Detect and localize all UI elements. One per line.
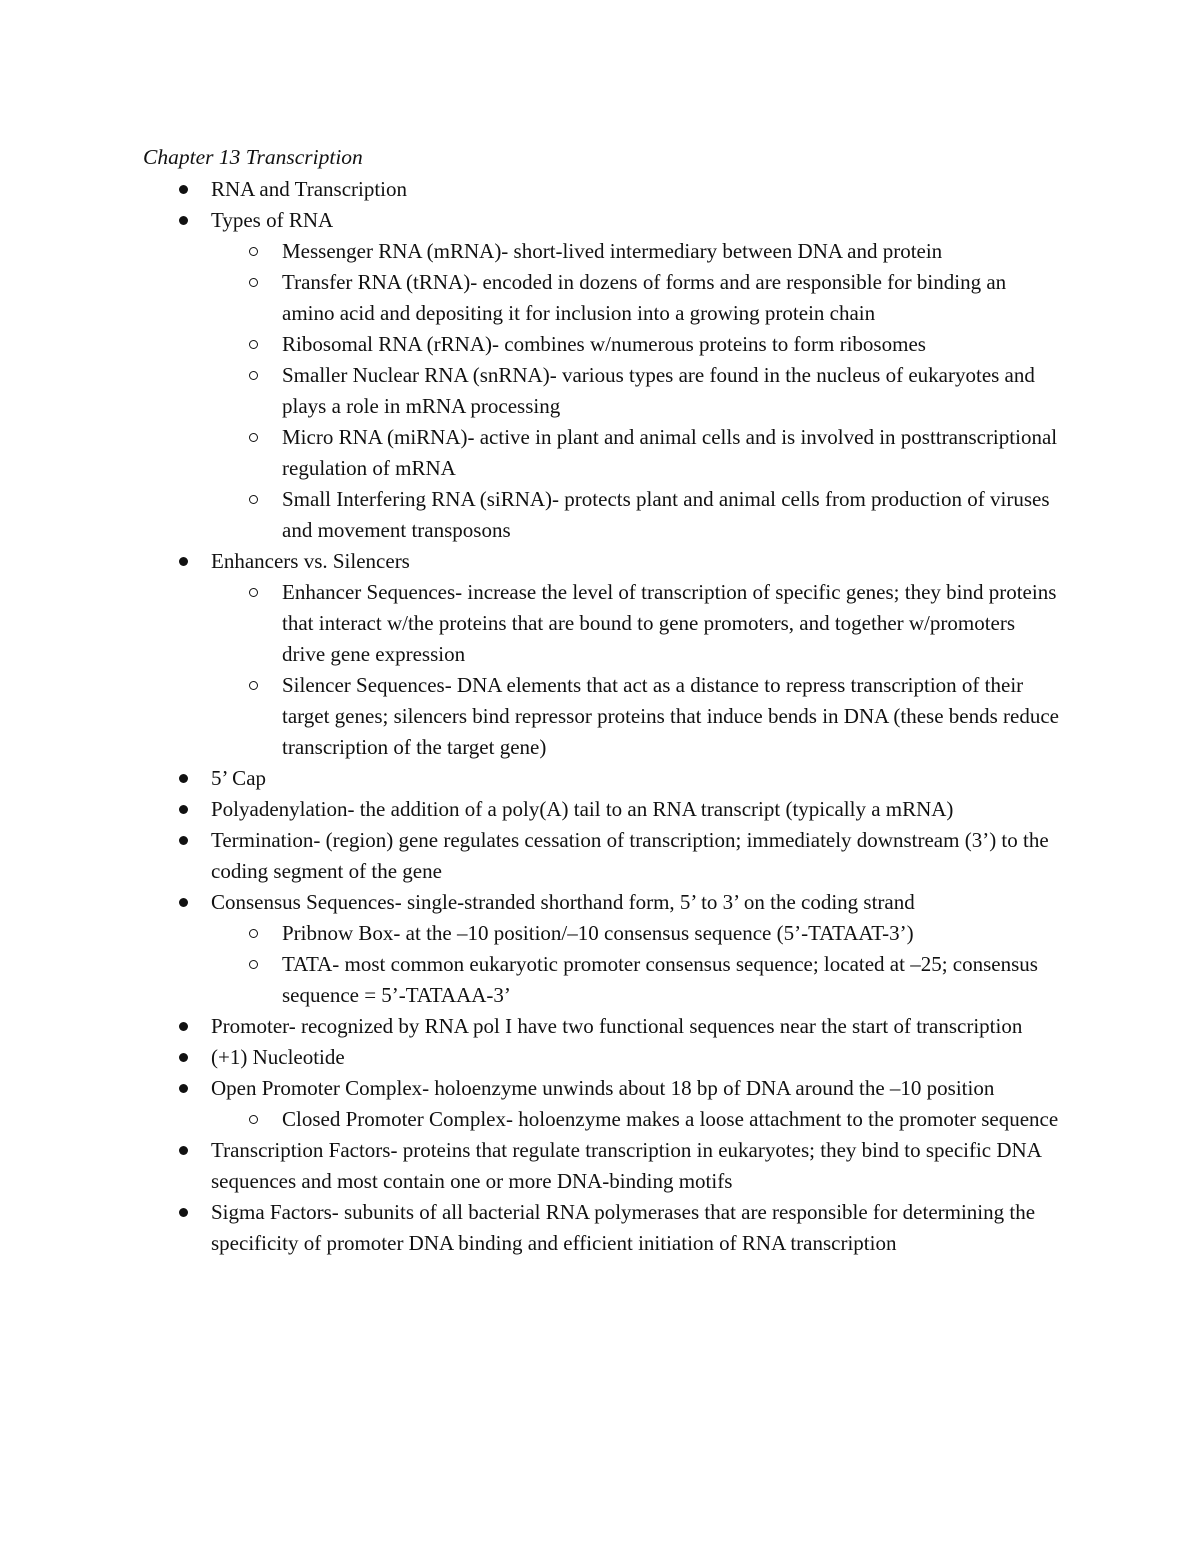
list-item [0,205,1061,236]
list-item [0,918,1062,949]
list-item [0,546,1061,577]
list-item [0,1135,1061,1197]
list-item [0,577,1062,670]
bullet-circle-icon [249,360,258,391]
bullet-circle-icon [249,236,258,267]
bullet-disc-icon [179,1135,188,1166]
list-item-text: Small Interfering RNA (siRNA)- protects plant and animal cells from production of viruses and movement transposons [282,487,1050,542]
list-item-text: RNA and Transcription [211,177,408,201]
list-item-text: Types of RNA [211,208,334,232]
notes-outline [0,174,1200,1259]
bullet-disc-icon [179,205,188,236]
list-item [0,1042,1061,1073]
bullet-disc-icon [179,825,188,856]
bullet-disc-icon [179,1073,188,1104]
bullet-disc-icon [179,794,188,825]
bullet-disc-icon [179,763,188,794]
list-item-text: TATA- most common eukaryotic promoter consensus sequence; located at –25; consensus sequence = 5’-TATAAA-3’ [282,952,1038,1007]
list-item [0,1104,1062,1135]
list-item-text: Consensus Sequences- single-stranded shorthand form, 5’ to 3’ on the coding strand [211,890,915,914]
list-item-text: Promoter- recognized by RNA pol I have two functional sequences near the start of transcription [211,1014,1023,1038]
list-item-text: Transfer RNA (tRNA)- encoded in dozens of forms and are responsible for binding an amino acid and depositing it for inclusion into a growing protein chain [282,270,1007,325]
bullet-disc-icon [179,546,188,577]
bullet-disc-icon [179,1197,188,1228]
list-item [0,763,1061,794]
list-item [0,1011,1061,1042]
list-item [0,887,1061,918]
bullet-disc-icon [179,887,188,918]
bullet-circle-icon [249,949,258,980]
list-item-text: Enhancers vs. Silencers [211,549,410,573]
list-item [0,825,1061,887]
list-item-text: Pribnow Box- at the –10 position/–10 consensus sequence (5’-TATAAT-3’) [282,921,914,945]
list-item [0,1073,1061,1104]
list-item-text: Micro RNA (miRNA)- active in plant and animal cells and is involved in posttranscriptional regulation of mRNA [282,425,1058,480]
bullet-circle-icon [249,918,258,949]
list-item [0,1197,1061,1259]
list-item-text: 5’ Cap [211,766,267,790]
list-item-text: Open Promoter Complex- holoenzyme unwinds about 18 bp of DNA around the –10 position [211,1076,995,1100]
document-title: Chapter 13 Transcription [143,145,363,169]
bullet-circle-icon [249,267,258,298]
list-item [0,329,1062,360]
list-item [0,422,1062,484]
list-item-text: Termination- (region) gene regulates cessation of transcription; immediately downstream (3’) to the coding segment of the gene [211,828,1049,883]
list-item-text: Transcription Factors- proteins that regulate transcription in eukaryotes; they bind to specific DNA sequences and most contain one or more DNA-binding motifs [211,1138,1041,1193]
bullet-circle-icon [249,1104,258,1135]
list-item [0,174,1061,205]
list-item [0,236,1062,267]
list-item-text: Enhancer Sequences- increase the level of transcription of specific genes; they bind proteins that interact w/the proteins that are bound to gene promoters, and together w/promoters drive gene expression [282,580,1057,666]
list-item [0,484,1062,546]
list-item [0,794,1061,825]
list-item [0,670,1062,763]
list-item [0,267,1062,329]
list-item [0,949,1062,1011]
bullet-circle-icon [249,422,258,453]
list-item-text: (+1) Nucleotide [211,1045,345,1069]
list-item-text: Closed Promoter Complex- holoenzyme makes a loose attachment to the promoter sequence [282,1107,1059,1131]
bullet-disc-icon [179,1011,188,1042]
bullet-circle-icon [249,577,258,608]
list-item-text: Silencer Sequences- DNA elements that act as a distance to repress transcription of their target genes; silencers bind repressor proteins that induce bends in DNA (these bends reduce transcription of the target gene) [282,673,1059,759]
bullet-disc-icon [179,1042,188,1073]
bullet-circle-icon [249,670,258,701]
list-item [0,360,1062,422]
list-item-text: Sigma Factors- subunits of all bacterial RNA polymerases that are responsible for determining the specificity of promoter DNA binding and efficient initiation of RNA transcription [211,1200,1036,1255]
list-item-text: Messenger RNA (mRNA)- short-lived intermediary between DNA and protein [282,239,943,263]
list-item-text: Polyadenylation- the addition of a poly(A) tail to an RNA transcript (typically a mRNA) [211,797,954,821]
list-item-text: Ribosomal RNA (rRNA)- combines w/numerous proteins to form ribosomes [282,332,926,356]
bullet-circle-icon [249,484,258,515]
list-item-text: Smaller Nuclear RNA (snRNA)- various types are found in the nucleus of eukaryotes and plays a role in mRNA processing [282,363,1035,418]
bullet-circle-icon [249,329,258,360]
bullet-disc-icon [179,174,188,205]
